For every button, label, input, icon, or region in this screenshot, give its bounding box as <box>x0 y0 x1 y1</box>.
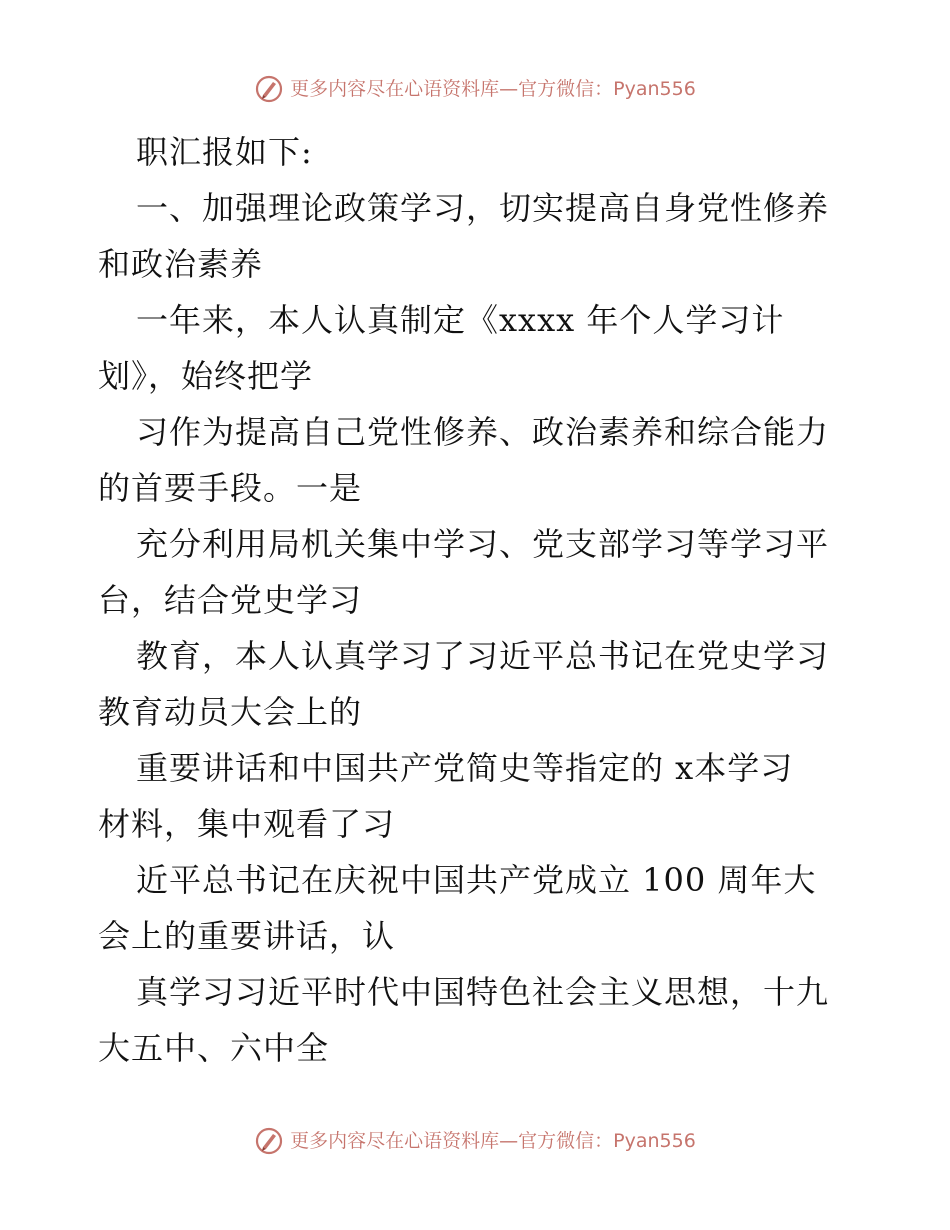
text-line: 教育动员大会上的 <box>98 693 363 731</box>
text-line: 材料，集中观看了习 <box>98 805 396 843</box>
text-line: 重要讲话和中国共产党简史等指定的 x本学习 <box>136 749 794 787</box>
text-line: 职汇报如下: <box>136 133 313 171</box>
watermark-text: 更多内容尽在心语资料库—官方微信：Pyan556 <box>290 78 696 100</box>
text-line: 和政治素养 <box>98 245 264 283</box>
document-body <box>98 124 858 1076</box>
footer-watermark <box>0 1126 950 1156</box>
header-watermark <box>0 74 950 104</box>
text-line: 一年来，本人认真制定《xxxx 年个人学习计 <box>136 301 785 339</box>
text-line: 的首要手段。一是 <box>98 469 363 507</box>
text-line: 充分利用局机关集中学习、党支部学习等学习平 <box>136 525 830 563</box>
text-line: 教育，本人认真学习了习近平总书记在党史学习 <box>136 637 830 675</box>
pen-logo-icon <box>254 74 284 104</box>
pen-logo-icon <box>254 1126 284 1156</box>
text-line: 习作为提高自己党性修养、政治素养和综合能力 <box>136 413 830 451</box>
text-line: 一、加强理论政策学习，切实提高自身党性修养 <box>136 189 830 227</box>
text-line: 真学习习近平时代中国特色社会主义思想，十九 <box>136 973 830 1011</box>
text-line: 台，结合党史学习 <box>98 581 363 619</box>
text-line: 划》，始终把学 <box>98 357 314 395</box>
text-line: 会上的重要讲话，认 <box>98 917 396 955</box>
text-line: 大五中、六中全 <box>98 1029 330 1067</box>
text-line: 近平总书记在庆祝中国共产党成立 100 周年大 <box>136 861 817 899</box>
watermark-text: 更多内容尽在心语资料库—官方微信：Pyan556 <box>290 1130 696 1152</box>
